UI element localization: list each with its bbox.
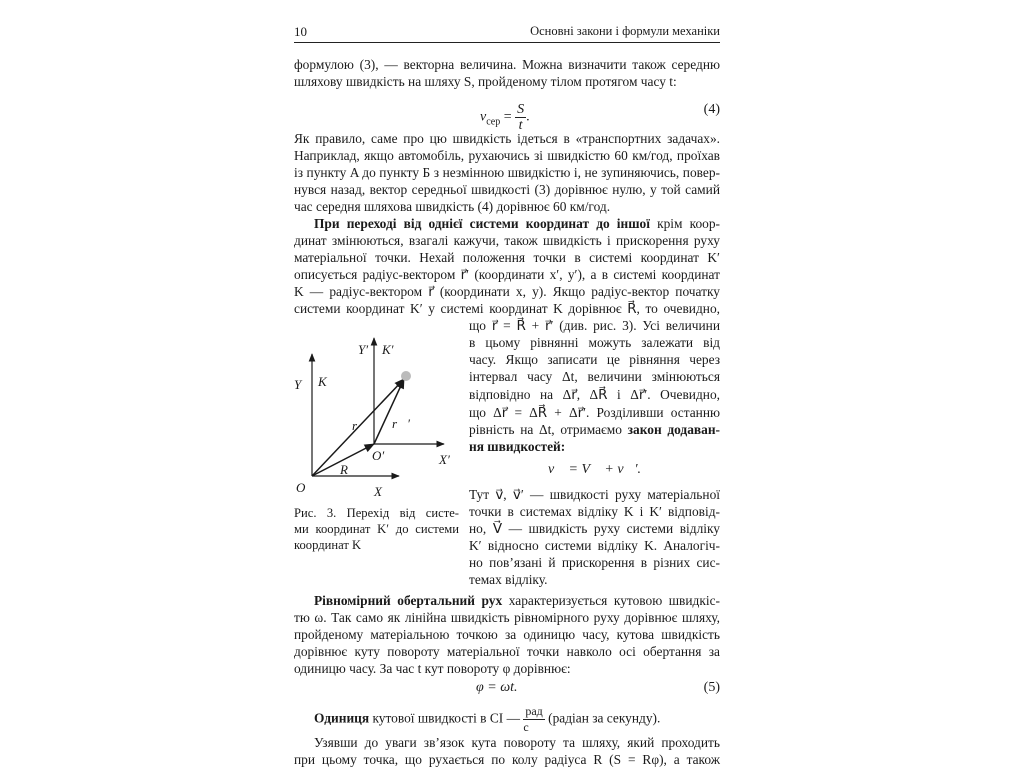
text-line: Тут v⃗, v⃗′ — швидкості руху матеріальної [469,487,720,502]
text-line: часу. Якщо записати це рівняння через [469,352,720,367]
text-line: темах відліку. [469,572,548,587]
text-line: Наприклад, якщо автомобіль, рухаючись зі швидкістю 60 км/год, проїхав [294,148,720,163]
text-line: описується радіус-вектором r⃗′ (координати x′, y′), а в системі координат [294,267,720,282]
text-line: нувся назад, вектор середньої швидкості (3) дорівнює нулю, у той самий [294,182,720,197]
running-header [294,18,720,43]
equation-4: $v_{сер}$ = $\frac{S}{t}$ . (4) [480,102,720,133]
equation-number: (5) [703,680,720,695]
text-line: при цьому точка, що рухається по колу радіуса R (S = Rφ), а також [294,752,720,767]
label-r: r⃗ [352,418,368,433]
label-y-prime: Y′ [358,342,369,357]
text-line: точки в системах відліку K і K′ відповід- [469,504,720,519]
text-line: пройденому матеріальною точкою за одиницю часу, кутова швидкість [294,627,720,642]
text-line: Як правило, саме про цю швидкість ідеться в «транспортних задачах». [294,131,720,146]
text-line: одиницю часу. За час t кут повороту φ дорівнює: [294,661,571,676]
figure-caption-line: Рис. 3. Перехід від систе- [294,506,459,520]
material-point [401,371,411,381]
label-o-prime: O′ [372,448,385,463]
equation-velocity: v⃗ = V⃗ + v⃗′. [547,462,642,477]
text-line: формулою (3), — векторна величина. Можна визначити також середню [294,57,720,72]
figure-caption-line: координат K [294,538,362,552]
text-line: час середня шляхова швидкість (4) дорівнює 60 км/год. [294,199,611,214]
text-line: При переході від однієї системи координат до іншої крім коор- [314,216,720,231]
text-line: Узявши до уваги зв’язок кута повороту та шляху, який проходить [314,735,720,750]
text-line: в цьому рівнянні можуть залежати від [469,335,720,350]
text-line: но пов’язані й прискорення в різних сис- [469,555,720,570]
text-line: що r⃗ = R⃗ + r⃗′ (див. рис. 3). Усі величини [469,318,720,333]
text-line: інтервал часу Δt, величини змінюються [469,369,720,384]
text-line: Одиниця кутової швидкості в СІ — $\frac{\text{рад}}{с}$ (радіан за секунду). [314,704,661,734]
text-line: Рівномірний обертальний рух характеризується кутовою швидкіс- [314,593,720,608]
text-line: K — радіус-вектором r⃗ (координати x, y). Якщо радіус-вектор початку [294,284,720,299]
text-line: тю ω. Так само як лінійна швидкість рівномірного руху дорівнює шляху, [294,610,720,625]
text-line: дорівнює куту повороту матеріальної точки навколо осі обертання за [294,644,720,659]
text-line: системи координат K′ у системі координат K дорівнює R⃗, то очевидно, [294,301,720,316]
text-line: відповідно на Δr⃗, ΔR⃗ і Δr⃗′. Очевидно, [469,387,720,402]
text-line: шляхову швидкість на шляху S, пройденому тілом протягом часу t: [294,74,677,89]
label-x-prime: X′ [439,452,450,467]
page-number: 10 [294,24,307,39]
label-k-prime: K′ [382,342,394,357]
text-line: динат змінюються, взагалі кажучи, також швидкість і прискорення руху [294,233,720,248]
text-line: K′ відносно системи відліку K. Аналогіч- [469,538,720,553]
equation-5: φ = ωt. (5) [476,680,720,695]
label-o: O [296,480,306,495]
text-line: що Δr⃗ = ΔR⃗ + Δr⃗′. Розділивши останню [469,405,720,420]
figure-caption-line: ми координат K′ до системи [294,522,459,536]
book-page [294,18,720,767]
text-line: матеріальної точки. Нехай положення точки в системі координат K′ [294,250,720,265]
label-x: X [374,484,382,499]
vector-r-prime [374,379,404,444]
text-line: ня швидкостей: [469,439,566,454]
text-line: рівність на Δt, отримаємо закон додаван- [469,422,720,437]
label-y: Y [294,377,302,392]
text-line: із пункту A до пункту Б з незмінною швидкістю і, не зупиняючись, повер- [294,165,720,180]
text-line: но, V⃗ — швидкість руху системи відліку [469,521,720,536]
equation-number: (4) [703,102,720,117]
label-k: K [318,374,327,389]
figure-3-diagram [294,324,464,504]
label-R: R⃗ [340,462,359,477]
label-r-prime: r⃗′ [392,416,411,431]
running-title: Основні закони і формули механіки [530,24,720,38]
